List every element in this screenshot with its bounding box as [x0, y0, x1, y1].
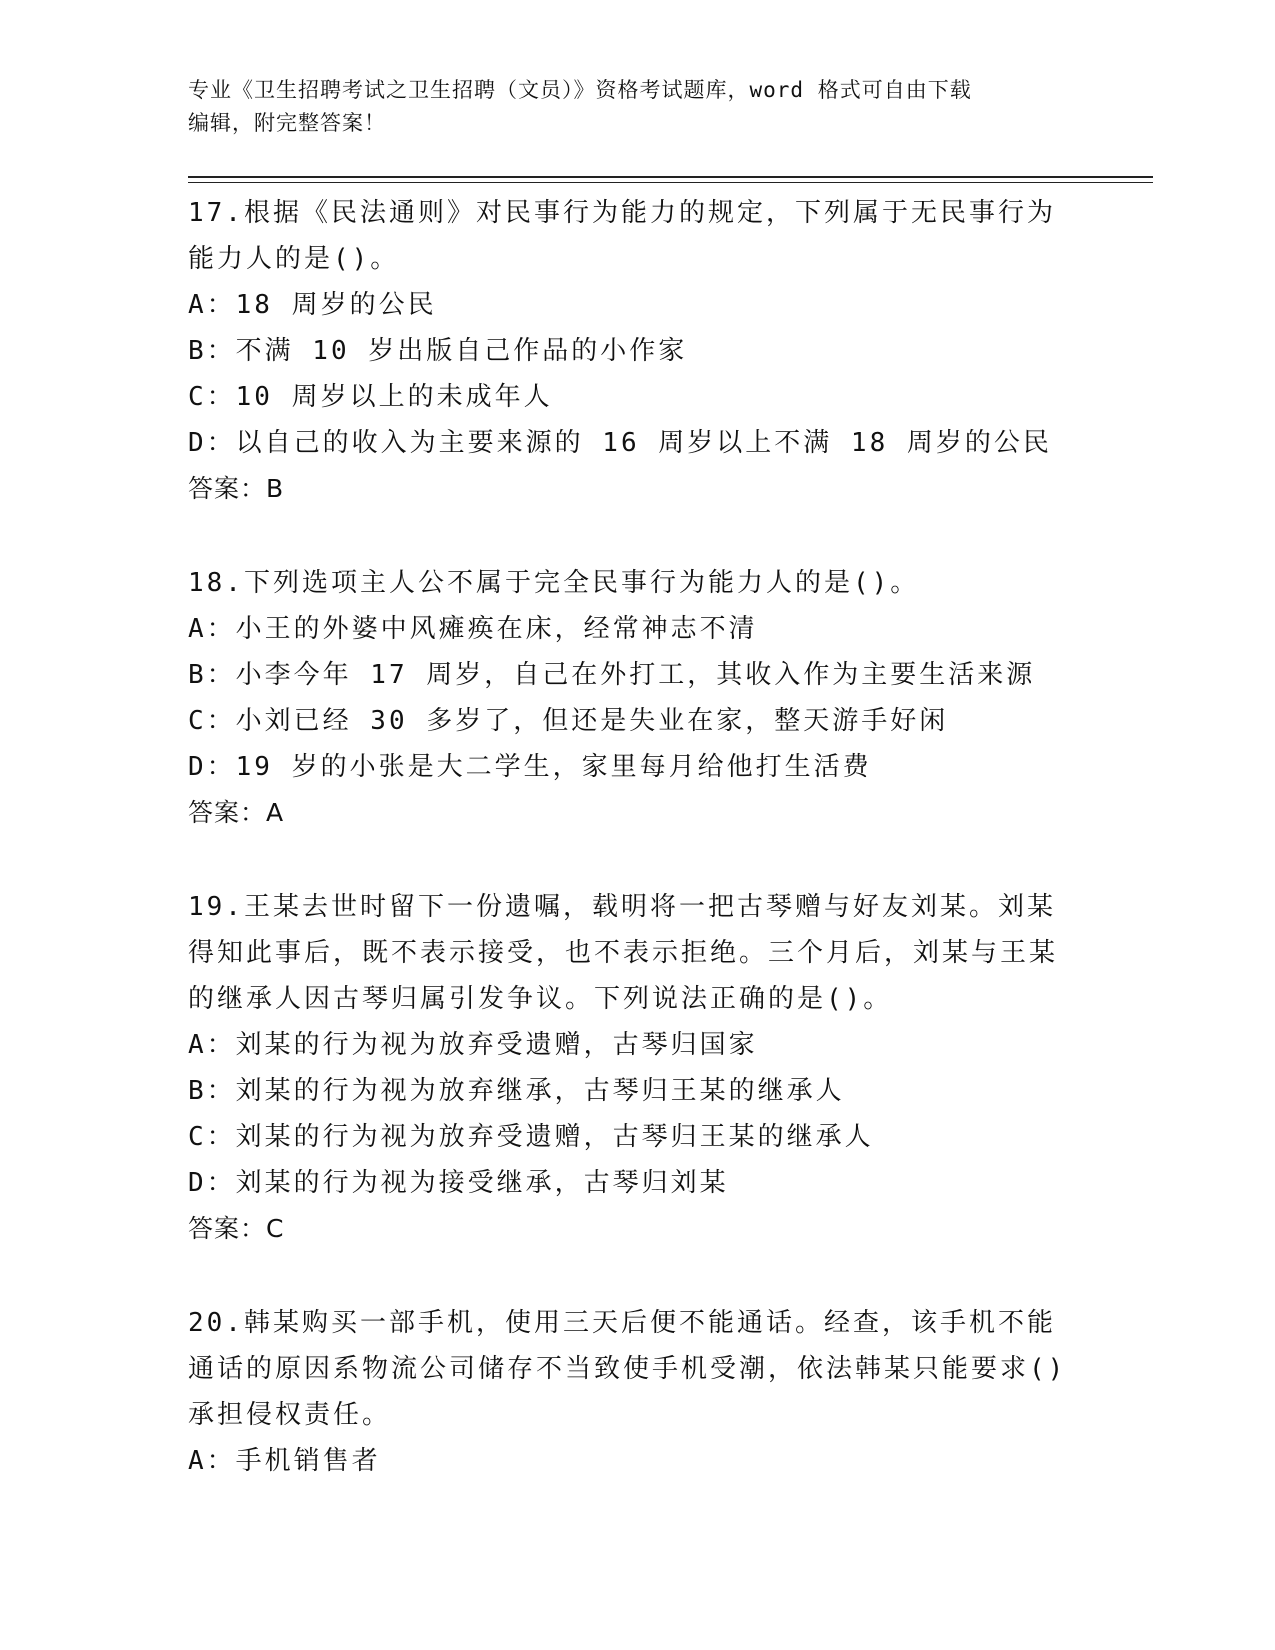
option-a: A：小王的外婆中风瘫痪在床，经常神志不清 [188, 614, 758, 644]
option-b: B：刘某的行为视为放弃继承，古琴归王某的继承人 [188, 1076, 845, 1106]
question-17 [188, 190, 1188, 512]
answer-line: 答案：A [188, 798, 285, 827]
question-list [188, 190, 1188, 1532]
document-header [188, 74, 1088, 140]
option-a: A：18 周岁的公民 [188, 290, 437, 320]
header-line-1: 专业《卫生招聘考试之卫生招聘（文员）》资格考试题库，word 格式可自由下载 [188, 78, 972, 102]
question-text: 17.根据《民法通则》对民事行为能力的规定，下列属于无民事行为能力人的是()。 [188, 198, 1056, 274]
option-a: A：手机销售者 [188, 1446, 381, 1476]
header-divider-thick [188, 176, 1153, 178]
option-d: D：19 岁的小张是大二学生，家里每月给他打生活费 [188, 752, 872, 782]
option-b: B：不满 10 岁出版自己作品的小作家 [188, 336, 688, 366]
option-d: D：刘某的行为视为接受继承，古琴归刘某 [188, 1168, 729, 1198]
header-line-2: 编辑，附完整答案！ [188, 111, 386, 135]
option-b: B：小李今年 17 周岁，自己在外打工，其收入作为主要生活来源 [188, 660, 1036, 690]
question-text: 18.下列选项主人公不属于完全民事行为能力人的是()。 [188, 568, 920, 598]
option-c: C：小刘已经 30 多岁了，但还是失业在家，整天游手好闲 [188, 706, 949, 736]
answer-line: 答案：C [188, 1214, 285, 1243]
question-text: 19.王某去世时留下一份遗嘱，载明将一把古琴赠与好友刘某。刘某得知此事后，既不表示接受，也不表示拒绝。三个月后，刘某与王某的继承人因古琴归属引发争议。下列说法正确的是()。 [188, 892, 1059, 1014]
option-c: C：刘某的行为视为放弃受遗赠，古琴归王某的继承人 [188, 1122, 874, 1152]
option-c: C：10 周岁以上的未成年人 [188, 382, 553, 412]
header-divider-thin [188, 182, 1153, 183]
option-d: D：以自己的收入为主要来源的 16 周岁以上不满 18 周岁的公民 [188, 428, 1052, 458]
answer-line: 答案：B [188, 474, 285, 503]
option-a: A：刘某的行为视为放弃受遗赠，古琴归国家 [188, 1030, 758, 1060]
question-18 [188, 560, 1188, 836]
question-19 [188, 884, 1188, 1252]
question-20 [188, 1300, 1188, 1484]
question-text: 20.韩某购买一部手机，使用三天后便不能通话。经查，该手机不能通话的原因系物流公司储存不当致使手机受潮，依法韩某只能要求()承担侵权责任。 [188, 1308, 1067, 1430]
